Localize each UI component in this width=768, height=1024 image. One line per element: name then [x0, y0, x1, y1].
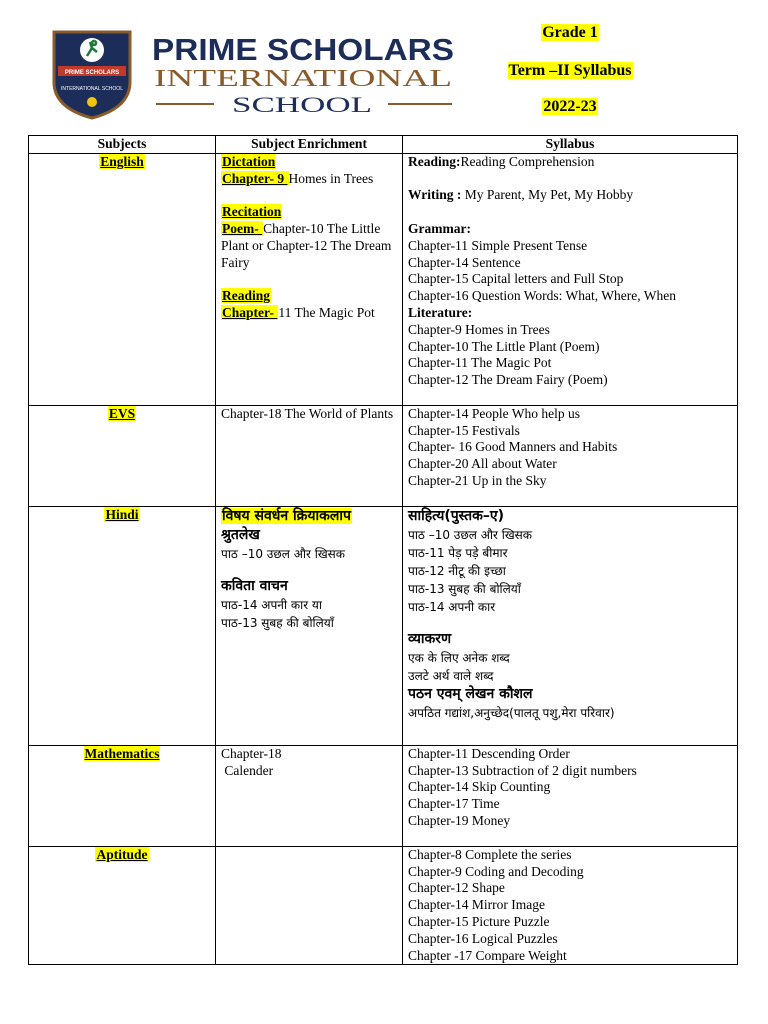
- shield-bottom-text: INTERNATIONAL SCHOOL: [61, 86, 123, 92]
- list-item: Chapter-12 Shape: [408, 880, 505, 896]
- reading-label: Reading: [222, 288, 271, 304]
- dictation-chapter: Chapter- 9: [222, 170, 288, 186]
- emblem-medal: [87, 97, 97, 107]
- list-item: अपठित गद्यांश,अनुच्छेद(पालतू पशु,मेरा परिवार): [408, 705, 615, 720]
- logo-line1: PRIME SCHOLARS: [152, 32, 454, 67]
- list-item: Chapter-14 Mirror Image: [408, 897, 545, 913]
- list-item: Chapter-11 Descending Order: [408, 745, 570, 761]
- list-item: Chapter-14 Skip Counting: [408, 779, 551, 795]
- subject-hindi: Hindi: [29, 506, 216, 745]
- list-item: पाठ-14 अपनी कार: [408, 599, 496, 614]
- list-item: Chapter-15 Capital letters and Full Stop: [408, 271, 624, 287]
- subject-mathematics: Mathematics: [29, 745, 216, 846]
- list-item: Chapter-15 Picture Puzzle: [408, 913, 550, 929]
- syllabus-english: Reading:Reading Comprehension Writing : My Parent, My Pet, My Hobby Grammar: Chapter-11 Simple Present Tense Chapter-14 Sentence Chapter-15 Capital letters and Full Stop Chapter-16 Question Words: What, Where, When Literature: Chapter-9 Homes in Trees Chapter-10 The Little Plant (Poem) Chapter-11 The Magic Pot Chapter-12 The Dream Fairy (Poem): [403, 153, 738, 405]
- table-row-evs: [29, 405, 738, 506]
- enrichment-mathematics: Chapter-18 Calender: [216, 745, 403, 846]
- table-row-mathematics: [29, 745, 738, 846]
- list-item: Chapter-16 Logical Puzzles: [408, 930, 558, 946]
- list-item: Chapter- 16 Good Manners and Habits: [408, 439, 618, 455]
- list-item: एक के लिए अनेक शब्द: [408, 650, 510, 665]
- list-item: पाठ –10 उछल और खिसक: [408, 527, 532, 542]
- table-row-hindi: [29, 506, 738, 745]
- school-logo: [44, 24, 464, 120]
- dictation-label: Dictation: [222, 153, 276, 169]
- syllabus-hindi: साहित्य(पुस्तक–ए) पाठ –10 उछल और खिसक पाठ-11 पेड़ पड़े बीमार पाठ-12 नीटू की इच्छा पाठ-13 सुबह की बोलियाँ पाठ-14 अपनी कार व्याकरण एक के लिए अनेक शब्द उलटे अर्थ वाले शब्द पठन एवम् लेखन कौशल अपठित गद्यांश,अनुच्छेद(पालतू पशु,मेरा परिवार): [403, 506, 738, 745]
- col-header-subjects: Subjects: [29, 136, 216, 154]
- dictation-text: Homes in Trees: [288, 170, 374, 186]
- list-item: Chapter-9 Coding and Decoding: [408, 863, 584, 879]
- list-item: Chapter-13 Subtraction of 2 digit numbers: [408, 762, 637, 778]
- list-item: पाठ-12 नीटू की इच्छा: [408, 563, 506, 578]
- list-item: Chapter-11 The Magic Pot: [408, 355, 552, 371]
- table-row-aptitude: [29, 846, 738, 965]
- syllabus-table: [28, 135, 738, 965]
- year-title: 2022-23: [543, 98, 597, 115]
- shield-top-text: PRIME SCHOLARS: [64, 70, 120, 76]
- list-item: Chapter -17 Compare Weight: [408, 947, 567, 963]
- logo-line2: INTERNATIONAL: [154, 66, 452, 92]
- enrichment-aptitude: [216, 846, 403, 965]
- list-item: Chapter-8 Complete the series: [408, 846, 572, 862]
- col-header-syllabus: Syllabus: [403, 136, 738, 154]
- list-item: Chapter-9 Homes in Trees: [408, 321, 550, 337]
- list-item: पाठ-13 सुबह की बोलियाँ: [408, 581, 521, 596]
- poem-text: Chapter-10 The Little Plant or Chapter-12 The Dream Fairy: [221, 220, 392, 270]
- enrichment-hindi: विषय संवर्धन क्रियाकलाप श्रुतलेख पाठ –10 उछल और खिसक कविता वाचन पाठ-14 अपनी कार या पाठ-13 सुबह की बोलियाँ: [216, 506, 403, 745]
- enrichment-english: [216, 153, 403, 405]
- list-item: Chapter-11 Simple Present Tense: [408, 237, 588, 253]
- reading-chapter: Chapter-: [222, 304, 278, 320]
- subject-aptitude: Aptitude: [29, 846, 216, 965]
- list-item: Chapter-19 Money: [408, 812, 511, 828]
- list-item: उलटे अर्थ वाले शब्द: [408, 668, 494, 683]
- list-item: Chapter-21 Up in the Sky: [408, 472, 547, 488]
- list-item: Chapter-17 Time: [408, 796, 500, 812]
- list-item: Chapter-15 Festivals: [408, 422, 520, 438]
- grade-title: Grade 1: [542, 24, 598, 41]
- syllabus-mathematics: [403, 745, 738, 846]
- table-header-row: [29, 136, 738, 154]
- logo-line3: SCHOOL: [232, 92, 372, 117]
- term-title: Term –II Syllabus: [508, 62, 632, 79]
- syllabus-aptitude: [403, 846, 738, 965]
- subject-evs: EVS: [29, 405, 216, 506]
- list-item: Chapter-16 Question Words: What, Where, When: [408, 288, 676, 304]
- table-row-english: [29, 153, 738, 405]
- list-item: Chapter-20 All about Water: [408, 456, 557, 472]
- poem-label: Poem-: [222, 220, 263, 236]
- list-item: पाठ-11 पेड़ पड़े बीमार: [408, 545, 508, 560]
- syllabus-evs: [403, 405, 738, 506]
- enrichment-evs: Chapter-18 The World of Plants: [216, 405, 403, 506]
- list-item: Chapter-12 The Dream Fairy (Poem): [408, 372, 608, 388]
- col-header-enrichment: Subject Enrichment: [216, 136, 403, 154]
- list-item: Chapter-14 Sentence: [408, 254, 521, 270]
- subject-english: English: [29, 153, 216, 405]
- recitation-label: Recitation: [222, 204, 282, 220]
- reading-text: 11 The Magic Pot: [278, 304, 375, 320]
- list-item: Chapter-14 People Who help us: [408, 405, 580, 421]
- list-item: Chapter-10 The Little Plant (Poem): [408, 338, 600, 354]
